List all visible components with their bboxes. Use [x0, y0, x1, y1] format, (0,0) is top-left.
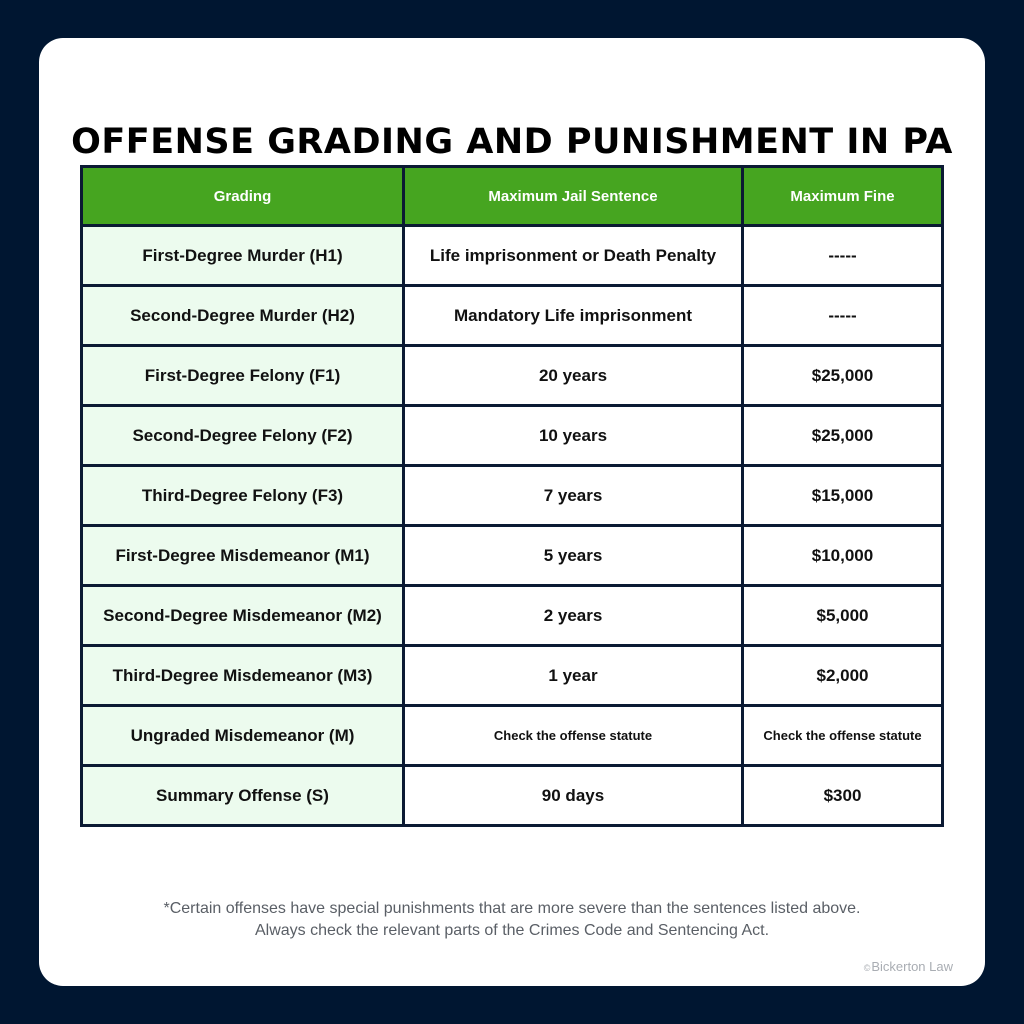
header-max-jail: Maximum Jail Sentence [404, 167, 743, 226]
fine-cell: $10,000 [743, 526, 943, 586]
credit-text: Bickerton Law [871, 959, 953, 974]
fine-cell: $2,000 [743, 646, 943, 706]
table-row [82, 466, 943, 526]
fine-cell: Check the offense statute [743, 706, 943, 766]
footnote [39, 898, 985, 942]
table-row [82, 226, 943, 286]
table-row [82, 406, 943, 466]
header-grading: Grading [82, 167, 404, 226]
table-row [82, 286, 943, 346]
fine-cell: ----- [743, 226, 943, 286]
table-row [82, 346, 943, 406]
grading-cell: Second-Degree Misdemeanor (M2) [82, 586, 404, 646]
table-header-row [82, 167, 943, 226]
grading-cell: First-Degree Misdemeanor (M1) [82, 526, 404, 586]
jail-cell: 10 years [404, 406, 743, 466]
fine-cell: ----- [743, 286, 943, 346]
footnote-line-2: Always check the relevant parts of the Crimes Code and Sentencing Act. [254, 922, 770, 939]
jail-cell: Life imprisonment or Death Penalty [404, 226, 743, 286]
page-title: OFFENSE GRADING AND PUNISHMENT IN PA [71, 122, 953, 162]
grading-cell: Summary Offense (S) [82, 766, 404, 826]
jail-cell: 90 days [404, 766, 743, 826]
grading-cell: Third-Degree Felony (F3) [82, 466, 404, 526]
footnote-line-1: *Certain offenses have special punishments that are more severe than the sentences listed above. [163, 900, 861, 917]
fine-cell: $15,000 [743, 466, 943, 526]
jail-cell: Mandatory Life imprisonment [404, 286, 743, 346]
jail-cell: 2 years [404, 586, 743, 646]
grading-cell: Second-Degree Felony (F2) [82, 406, 404, 466]
table-row [82, 586, 943, 646]
infographic-card [39, 38, 985, 986]
jail-cell: 1 year [404, 646, 743, 706]
grading-cell: Second-Degree Murder (H2) [82, 286, 404, 346]
table-row [82, 646, 943, 706]
header-max-fine: Maximum Fine [743, 167, 943, 226]
grading-cell: Ungraded Misdemeanor (M) [82, 706, 404, 766]
fine-cell: $25,000 [743, 346, 943, 406]
copyright-icon: © [863, 963, 871, 973]
table-row [82, 706, 943, 766]
offense-table [80, 165, 944, 827]
fine-cell: $25,000 [743, 406, 943, 466]
jail-cell: 5 years [404, 526, 743, 586]
grading-cell: Third-Degree Misdemeanor (M3) [82, 646, 404, 706]
fine-cell: $300 [743, 766, 943, 826]
grading-cell: First-Degree Felony (F1) [82, 346, 404, 406]
jail-cell: Check the offense statute [404, 706, 743, 766]
copyright-credit [864, 959, 953, 974]
jail-cell: 7 years [404, 466, 743, 526]
grading-cell: First-Degree Murder (H1) [82, 226, 404, 286]
fine-cell: $5,000 [743, 586, 943, 646]
table-row [82, 526, 943, 586]
table-row [82, 766, 943, 826]
jail-cell: 20 years [404, 346, 743, 406]
